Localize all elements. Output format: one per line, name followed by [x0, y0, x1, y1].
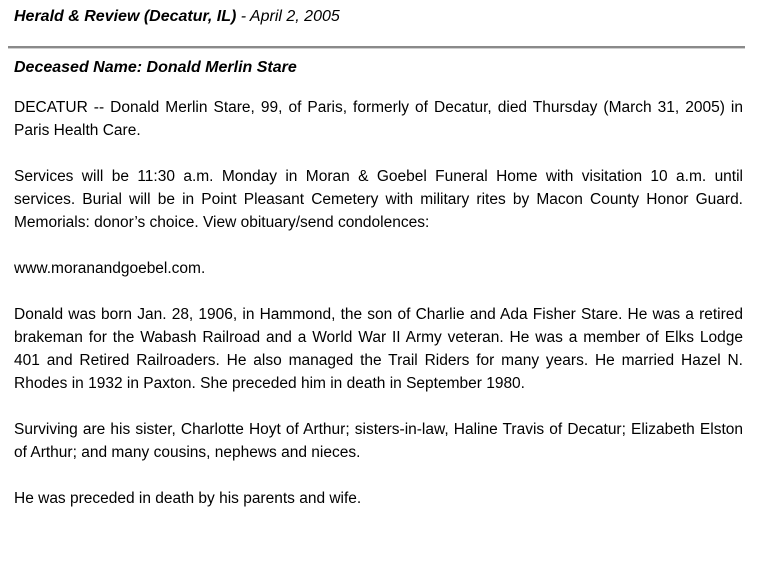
deceased-name: Deceased Name: Donald Merlin Stare — [14, 59, 297, 76]
paragraph-biography: Donald was born Jan. 28, 1906, in Hammond, the son of Charlie and Ada Fisher Stare. He was a retired brakeman for the Wabash Railroad and a World War II Army veteran. He was a member of Elks Lodge 401 and Retired Railroaders. He also managed the Trail Riders for many years. He married Hazel N. Rhodes in 1932 in Paxton. She preceded him in death in September 1980. — [14, 306, 743, 392]
paragraph-website: www.moranandgoebel.com. — [14, 260, 206, 277]
header-divider — [8, 46, 745, 49]
paragraph-preceded: He was preceded in death by his parents and wife. — [14, 490, 362, 507]
header-line — [14, 6, 743, 30]
paragraph-death-notice: DECATUR -- Donald Merlin Stare, 99, of Paris, formerly of Decatur, died Thursday (March 31, 2005) in Paris Health Care. — [14, 99, 743, 139]
publication-name: Herald & Review (Decatur, IL) — [14, 8, 237, 25]
obituary-body — [14, 96, 743, 533]
paragraph-services: Services will be 11:30 a.m. Monday in Moran & Goebel Funeral Home with visitation 10 a.m. until services. Burial will be in Point Pleasant Cemetery with military rites by Macon County Honor Guard. Memorials: donor’s choice. View obituary/send condolences: — [14, 168, 743, 231]
publication-date: - April 2, 2005 — [236, 8, 340, 25]
paragraph-survivors: Surviving are his sister, Charlotte Hoyt of Arthur; sisters-in-law, Haline Travis of Decatur; Elizabeth Elston of Arthur; and many cousins, nephews and nieces. — [14, 421, 743, 461]
